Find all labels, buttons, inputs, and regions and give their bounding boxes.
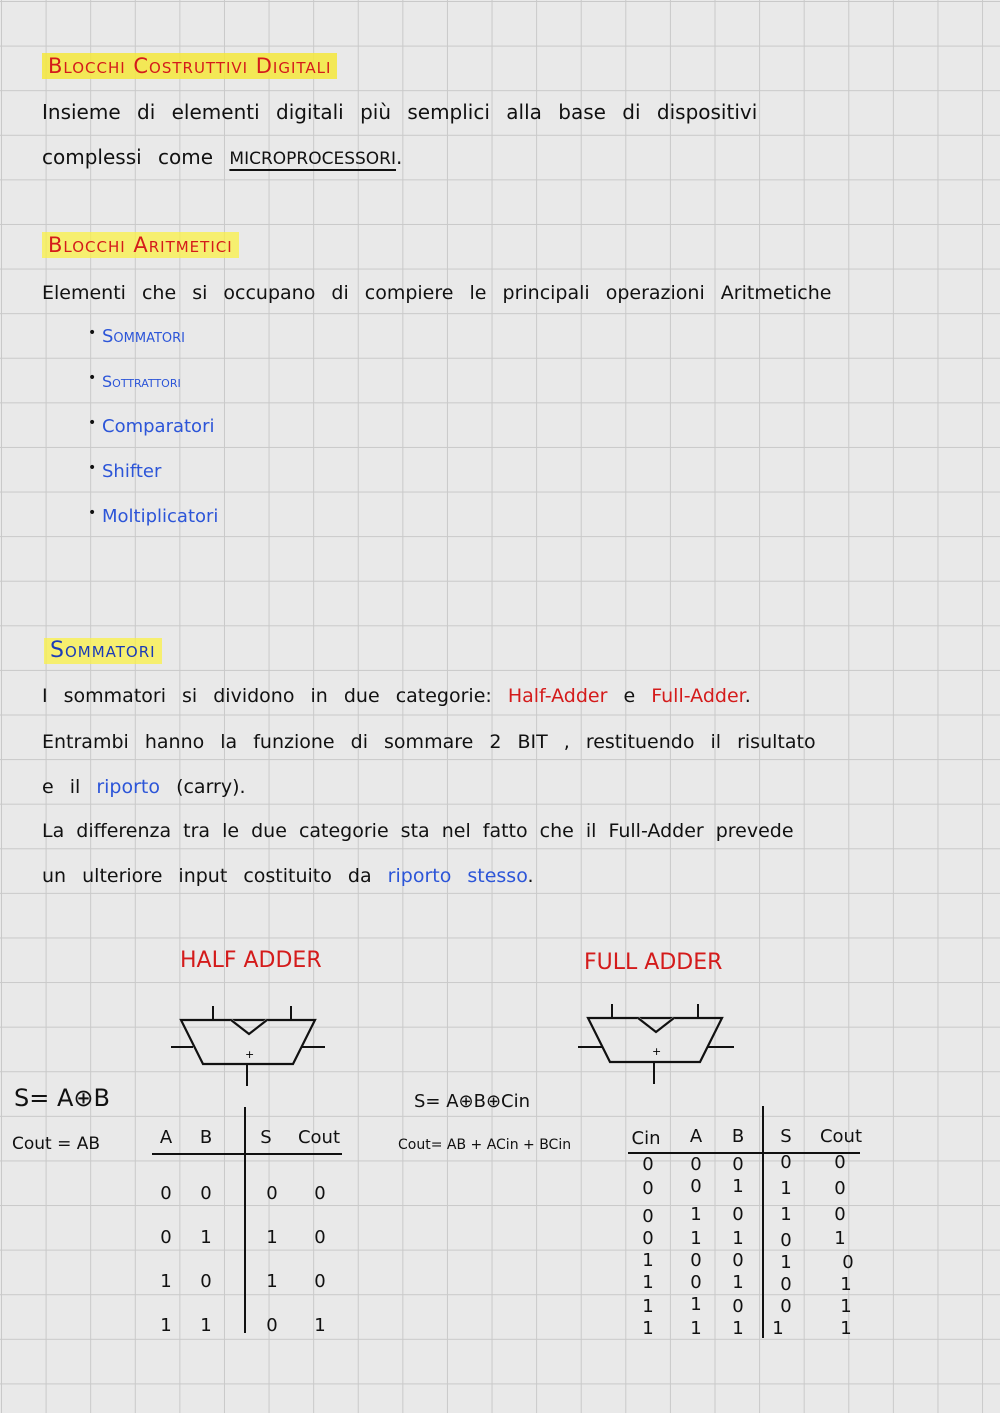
microprocessors-term: MICROPROCESSORI bbox=[229, 149, 396, 169]
adders-line-3 bbox=[42, 774, 246, 800]
table-cell: 1 bbox=[780, 1252, 792, 1273]
list-item-shifter: • Shifter bbox=[88, 457, 218, 502]
adders-line-3-suffix: (carry). bbox=[176, 776, 246, 798]
heading-arithmetic-blocks: Blocchi Aritmetici bbox=[42, 232, 239, 258]
heading-building-blocks: Blocchi Costruttivi Digitali bbox=[42, 53, 337, 79]
table-cell: 1 bbox=[732, 1272, 744, 1293]
fa-header-cin: Cin bbox=[631, 1128, 661, 1149]
table-cell: 0 bbox=[160, 1183, 172, 1204]
table-cell: 1 bbox=[200, 1315, 212, 1336]
table-cell: 1 bbox=[314, 1315, 326, 1336]
table-cell: 1 bbox=[266, 1227, 278, 1248]
adders-line-5 bbox=[42, 863, 534, 889]
table-cell: 1 bbox=[732, 1228, 744, 1249]
table-cell: 1 bbox=[780, 1204, 792, 1225]
ha-divider bbox=[244, 1107, 246, 1333]
table-cell: 0 bbox=[642, 1178, 654, 1199]
table-cell: 1 bbox=[840, 1274, 852, 1295]
half-adder-title: HALF ADDER bbox=[180, 948, 322, 973]
table-cell: 1 bbox=[642, 1250, 654, 1271]
carry-term: riporto bbox=[96, 776, 161, 798]
ha-header-rule bbox=[152, 1153, 342, 1155]
list-item-sottrattori: • Sottrattori bbox=[88, 367, 218, 412]
adders-line-5-suffix: . bbox=[527, 865, 534, 887]
half-adder-plus-label: + bbox=[245, 1048, 255, 1061]
table-cell: 0 bbox=[834, 1178, 846, 1199]
table-cell: 0 bbox=[780, 1296, 792, 1317]
table-cell: 1 bbox=[690, 1204, 702, 1225]
table-cell: 0 bbox=[842, 1252, 854, 1273]
table-cell: 0 bbox=[690, 1154, 702, 1175]
table-cell: 0 bbox=[266, 1315, 278, 1336]
half-adder-symbol bbox=[165, 1000, 335, 1090]
adders-line-5-prefix: un ulteriore input costituito da bbox=[42, 865, 372, 887]
adders-line-1 bbox=[42, 683, 751, 709]
adders-line-4: La differenza tra le due categorie sta nel fatto che il Full-Adder prevede bbox=[42, 820, 794, 842]
table-cell: 1 bbox=[160, 1315, 172, 1336]
table-cell: 0 bbox=[690, 1250, 702, 1271]
table-cell: 1 bbox=[834, 1228, 846, 1249]
fa-header-s: S bbox=[780, 1126, 792, 1147]
table-cell: 1 bbox=[642, 1272, 654, 1293]
table-cell: 0 bbox=[200, 1271, 212, 1292]
table-cell: 0 bbox=[732, 1154, 744, 1175]
table-cell: 0 bbox=[780, 1152, 792, 1173]
table-cell: 0 bbox=[834, 1204, 846, 1225]
table-cell: 0 bbox=[200, 1183, 212, 1204]
adders-line-1-prefix: I sommatori si dividono in due categorie: bbox=[42, 685, 492, 707]
fa-divider bbox=[762, 1106, 764, 1338]
fa-header-cout: Cout bbox=[819, 1126, 863, 1147]
table-cell: 0 bbox=[780, 1230, 792, 1251]
ha-header-s: S bbox=[260, 1127, 272, 1148]
table-cell: 1 bbox=[732, 1176, 744, 1197]
table-cell: 1 bbox=[266, 1271, 278, 1292]
table-cell: 0 bbox=[266, 1183, 278, 1204]
ha-header-b: B bbox=[199, 1127, 213, 1148]
fa-header-a: A bbox=[689, 1126, 703, 1147]
full-adder-plus-label: + bbox=[652, 1045, 662, 1058]
table-cell: 1 bbox=[160, 1271, 172, 1292]
table-cell: 1 bbox=[690, 1318, 702, 1339]
fa-header-b: B bbox=[731, 1126, 745, 1147]
full-adder-sum-eq: S= A⊕B⊕Cin bbox=[414, 1091, 531, 1112]
table-cell: 0 bbox=[642, 1206, 654, 1227]
full-adder-truth-table bbox=[628, 1104, 868, 1340]
half-adder-carry-eq: Cout = AB bbox=[12, 1134, 101, 1154]
table-cell: 0 bbox=[690, 1176, 702, 1197]
table-cell: 0 bbox=[690, 1272, 702, 1293]
building-blocks-line-2 bbox=[42, 144, 402, 172]
heading-adders: Sommatori bbox=[44, 638, 162, 664]
table-cell: 0 bbox=[834, 1152, 846, 1173]
table-cell: 1 bbox=[642, 1318, 654, 1339]
list-item-sommatori: • Sommatori bbox=[88, 322, 218, 367]
table-cell: 0 bbox=[314, 1271, 326, 1292]
table-cell: 0 bbox=[642, 1154, 654, 1175]
half-adder-sum-eq: S= A⊕B bbox=[14, 1084, 110, 1112]
ha-header-cout: Cout bbox=[297, 1127, 341, 1148]
adders-line-1-suffix: . bbox=[744, 685, 751, 707]
list-item-comparatori: • Comparatori bbox=[88, 412, 218, 457]
table-cell: 1 bbox=[690, 1294, 702, 1315]
table-cell: 1 bbox=[772, 1318, 784, 1339]
building-blocks-line-1: Insieme di elementi digitali più semplici alla base di dispositivi bbox=[42, 100, 758, 124]
list-item-moltiplicatori: • Moltiplicatori bbox=[88, 502, 218, 547]
table-cell: 0 bbox=[732, 1204, 744, 1225]
conjunction: e bbox=[623, 685, 636, 707]
table-cell: 1 bbox=[732, 1318, 744, 1339]
table-cell: 0 bbox=[314, 1227, 326, 1248]
ha-header-a: A bbox=[159, 1127, 173, 1148]
arithmetic-blocks-list bbox=[88, 322, 218, 547]
arithmetic-blocks-line-1: Elementi che si occupano di compiere le principali operazioni Aritmetiche bbox=[42, 282, 832, 304]
table-cell: 1 bbox=[200, 1227, 212, 1248]
line-2-suffix: . bbox=[396, 145, 403, 169]
full-adder-symbol bbox=[572, 1000, 742, 1090]
full-adder-title: FULL ADDER bbox=[584, 950, 723, 975]
table-cell: 1 bbox=[780, 1178, 792, 1199]
adders-line-3-prefix: e il bbox=[42, 776, 81, 798]
table-cell: 0 bbox=[314, 1183, 326, 1204]
line-2-prefix: complessi come bbox=[42, 145, 214, 169]
adders-line-2: Entrambi hanno la funzione di sommare 2 BIT , restituendo il risultato bbox=[42, 731, 816, 753]
table-cell: 0 bbox=[780, 1274, 792, 1295]
table-cell: 1 bbox=[840, 1318, 852, 1339]
table-cell: 1 bbox=[840, 1296, 852, 1317]
full-adder-carry-eq: Cout= AB + ACin + BCin bbox=[398, 1137, 572, 1153]
half-adder-term: Half-Adder bbox=[507, 685, 608, 707]
table-cell: 0 bbox=[160, 1227, 172, 1248]
full-adder-term: Full-Adder bbox=[651, 685, 745, 707]
table-cell: 1 bbox=[642, 1296, 654, 1317]
table-cell: 0 bbox=[642, 1228, 654, 1249]
half-adder-truth-table bbox=[150, 1105, 350, 1335]
carry-itself-term: riporto stesso bbox=[387, 865, 528, 887]
table-cell: 0 bbox=[732, 1296, 744, 1317]
table-cell: 1 bbox=[690, 1228, 702, 1249]
table-cell: 0 bbox=[732, 1250, 744, 1271]
